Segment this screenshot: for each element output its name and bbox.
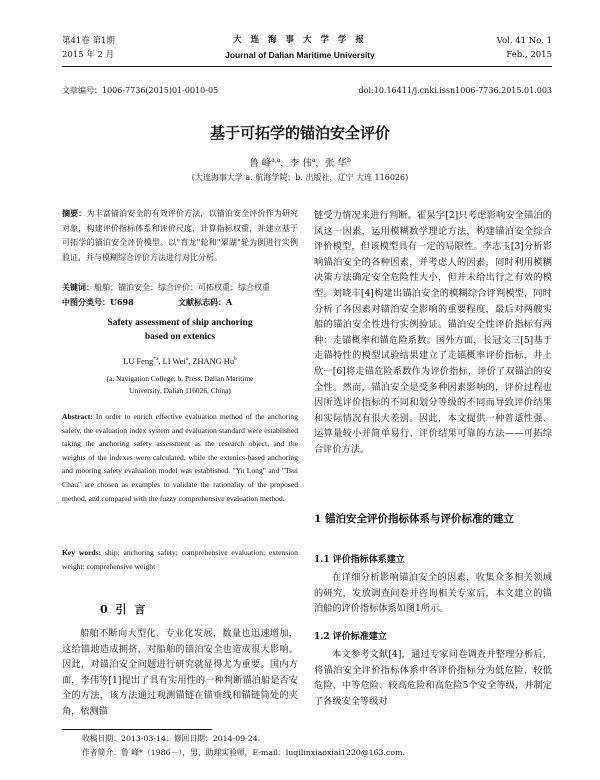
article-number: 文章编号：1006-7736(2015)01-0010-05 [62,86,219,95]
subsection-1-2-heading: 1.2 评价标准建立 [314,632,387,642]
subsection-1-2-para: 本文参考文献[4]，通过专家问卷调查并整理分析后，将锚泊安全评价指标体系中各评价指标分为低危险、较低危险、中等危险、较高危险和高危险5个安全等级，并制定了各级安全等级对 [314,649,552,707]
authors-en: LU Feng$^{*a}$, LI Wei$^a$, ZHANG Hu$^b$ [123,356,237,366]
date-cn: 2015 年 2 月 [62,50,115,60]
doc-code-cn: 文献标志码：A [178,297,233,307]
title-en-line2: based on extenics [144,332,216,342]
affiliation-en-line1: (a. Navigation College; b. Press, Dalian Maritime [106,374,254,383]
keywords-cn: 关键词：船舶；锚泊安全；综合评价；可拓权重；综合权重 [62,282,270,292]
received-date: 收稿日期：2013-03-14；修回日期：2014-09-24. [82,734,261,743]
date-en: Feb., 2015 [506,50,552,60]
footnote-rule [62,729,212,730]
affiliation-cn: (大连海事大学 a. 航海学院；b. 出版社，辽宁 大连 116026) [191,173,409,182]
abstract-en: Abstract: In order to enrich effective evaluation method of the anchoring safety, the evaluation index system and evaluation standard were established taking the anchoring safety assessment as the research object, and the weights of the indexes were calculated, while the extenics-based anchoring and mooring safety evaluation model was established. "Yu Long" and "Tsui Chau" are chosen as examples to validate the rationality of the proposed method, and compared with the fuzzy comprehensive evaluation method. [62,412,298,503]
volume-en: Vol. 41 No. 1 [496,36,552,46]
volume-cn: 第41卷 第1期 [62,36,115,46]
section0-heading: 0 引 言 [100,603,148,616]
authors-cn: 鲁 峰$^{a,a}$，李 伟$^a$，张 华$^b$ [249,156,351,169]
subsection-1-1-para: 在详细分析影响锚泊安全的因素，收集众多相关领域的研究，发放调查问卷并咨询相关专家后，本文建立的锚泊船的评价指标体系如图1所示。 [314,572,552,615]
keywords-en: Key words: ship; anchoring safety; comprehensive evaluation; extension weight; comprehensive weight [62,548,298,571]
subsection-1-1-heading: 1.1 评价指标体系建立 [314,555,405,565]
section1-heading: 1 锚泊安全评价指标体系与评价标准的建立 [314,513,514,525]
title-cn: 基于可拓学的锚泊安全评价 [209,124,390,142]
section0-para: 船舶不断向大型化、专业化发展，数量也迅速增加，这给锚地造成拥挤，对船舶的锚泊安全也造成很大影响。因此，对锚泊安全问题进行研究就显得尤为重要。国内方面，李伟等[1]提出了具有实用性的一种判断锚泊船是否安全的方法，该方法通过观测锚链在锚垂线和锚链筒处的夹角，依测锚 [62,628,298,717]
title-en-line1: Safety assessment of ship anchoring [107,318,253,328]
abstract-cn: 摘要：为丰富锚泊安全的有效评价方法，以锚泊安全评价作为研究对象，构建评价指标体系和评价尺度，计算指标权重，并建立基于可拓学的锚泊安全评价模型。以"育龙"轮和"翠湖"轮为例进行实例验证，并与模糊综合评价方法进行对比分析。 [62,208,299,262]
journal-en: Journal of Dalian Maritime University [225,50,375,60]
affiliation-en-line2: University, Dalian 116026, China) [129,386,231,395]
right-para1: 链受力情况来进行判断。霍杲字[2]只考虑影响安全锚泊的风这一因素，运用模糊数学理论方法，构建锚泊安全综合评价模型，但该模型具有一定的局限性。李志玉[3]分析影响锚泊安全的各种因素，并考虑人的因素，同时利用模糊决策方法确定安全危险性大小，但并未给出行之有效的模型。刘晓丰[4]构建出锚泊安全的模糊综合评判模型，同时分析了各因素对锚泊安全影响的重要程度，最后对两艘实船的锚泊安全性进行实例验证。锚泊安全性评价指标有两种：走锚概率和锚危险系数。国外方面，长冠文三[5]基于走锚特性的模型试验结果建立了走锚概率评价指标，井上欣一[6]将走锚危险系数作为评价指标，评价了双锚泊的安全性。然而，锚泊安全是受多种因素影响的，评价过程也因所选评价指标的不同和划分等级的不同而导致评价结果和实际情况有很大差别。因此，本文提供一种普适性强、运算量较小并简单易行、评价结果可靠的方法——可拓综合评价方法。 [314,210,552,455]
clc-cn: 中图分类号：U698 [62,297,134,307]
doi: doi:10.16411/j.cnki.issn1006-7736.2015.01.003 [358,86,552,95]
author-info: 作者简介：鲁 峰*（1986－），男，助理实验师，E-mail：luqilinxiaoxiai1220@163.com. [82,748,405,757]
header-rule [62,66,552,67]
journal-cn: 大 连 海 事 大 学 学 报 [233,35,367,45]
